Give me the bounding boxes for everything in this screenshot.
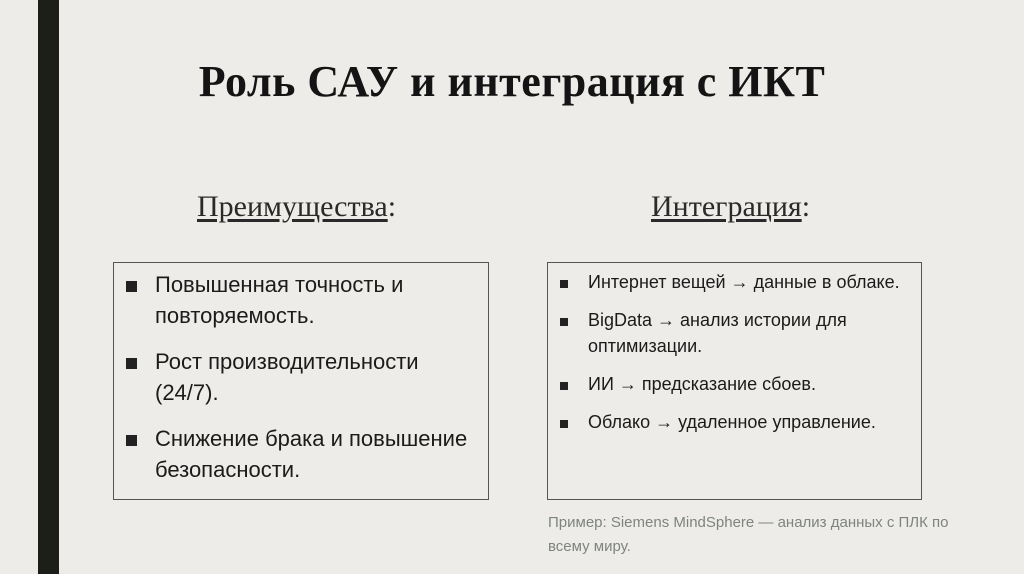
list-item-text: Интернет вещей → данные в облаке. — [588, 272, 900, 292]
list-item — [126, 346, 476, 408]
integration-list — [560, 269, 909, 435]
advantages-list — [126, 269, 476, 485]
square-bullet-icon — [560, 318, 568, 326]
example-note: Пример: Siemens MindSphere — анализ данных с ПЛК по всему миру. — [548, 514, 949, 555]
list-item-text: Повышенная точность и повторяемость. — [155, 272, 404, 328]
integration-heading — [651, 190, 810, 224]
list-item-text: Снижение брака и повышение безопасности. — [155, 426, 468, 482]
square-bullet-icon — [126, 281, 137, 292]
list-item-text: Облако → удаленное управление. — [588, 412, 876, 432]
list-item — [560, 269, 909, 295]
advantages-heading-colon: : — [387, 190, 397, 223]
square-bullet-icon — [560, 420, 568, 428]
advantages-heading — [197, 190, 396, 224]
advantages-box — [113, 262, 489, 500]
square-bullet-icon — [126, 358, 137, 369]
integration-box — [547, 262, 922, 500]
list-item-text: ИИ → предсказание сбоев. — [588, 374, 816, 394]
integration-heading-colon: : — [801, 190, 811, 223]
list-item — [126, 423, 476, 485]
list-item — [560, 371, 909, 397]
list-item — [560, 307, 909, 359]
list-item — [560, 409, 909, 435]
slide-title: Роль САУ и интеграция с ИКТ — [198, 57, 826, 106]
square-bullet-icon — [560, 382, 568, 390]
list-item — [126, 269, 476, 331]
integration-heading-text: Интеграция — [651, 190, 802, 223]
square-bullet-icon — [560, 280, 568, 288]
square-bullet-icon — [126, 435, 137, 446]
list-item-text: BigData → анализ истории для оптимизации. — [588, 310, 847, 356]
advantages-heading-text: Преимущества — [197, 190, 388, 223]
list-item-text: Рост производительности (24/7). — [155, 349, 419, 405]
